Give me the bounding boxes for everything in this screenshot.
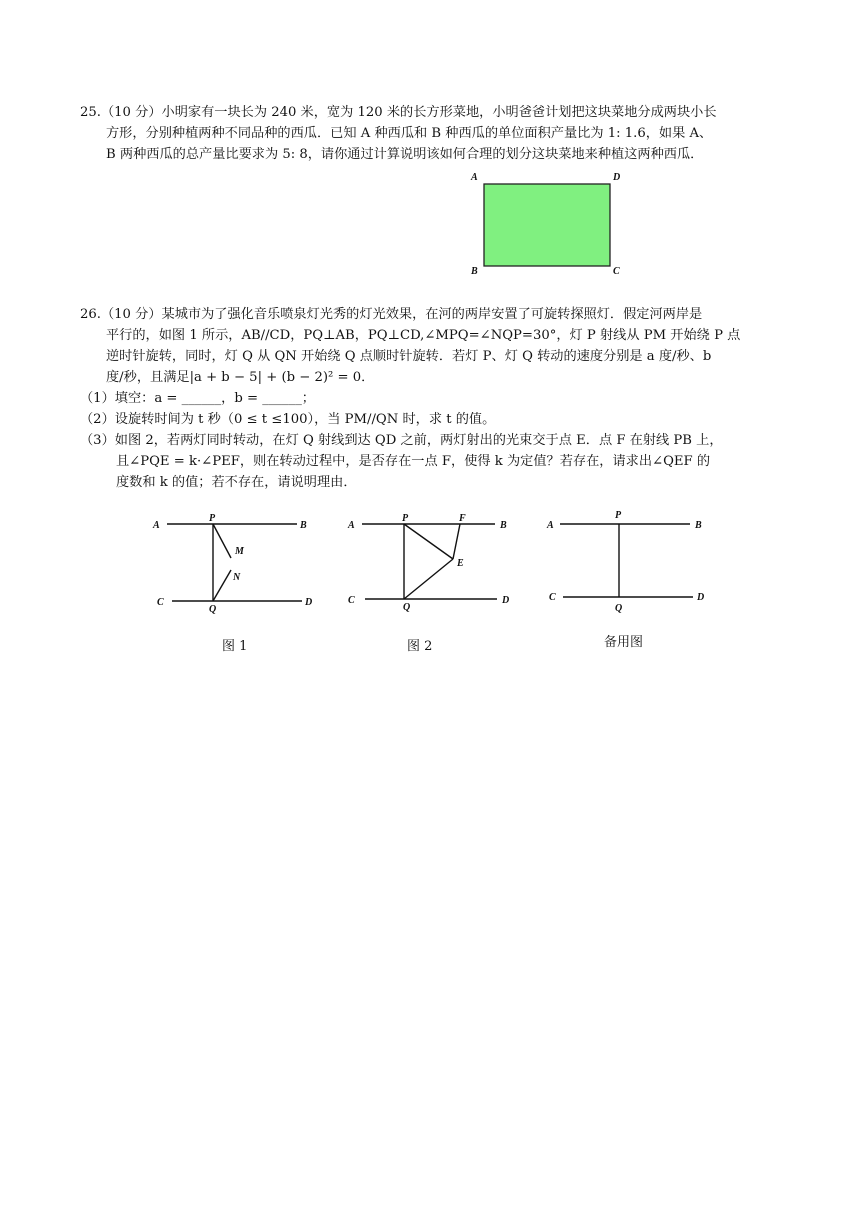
q26-line-2: 平行的，如图 1 所示，AB//CD，PQ⊥AB，PQ⊥CD,∠MPQ=∠NQP=30°，灯 P 射线从 PM 开始绕 P 点 xyxy=(106,328,741,343)
fig2-label-D: D xyxy=(502,595,510,606)
spare-figure xyxy=(535,505,720,615)
q26-line-4: 度/秒，且满足|a + b − 5| + (b − 2)² = 0． xyxy=(106,370,375,385)
q26-part-3-line-1: （3）如图 2，若两灯同时转动，在灯 Q 射线到达 QD 之前，两灯射出的光束交于点 E．点 F 在射线 PB 上， xyxy=(80,433,723,448)
spare-figure-caption: 备用图 xyxy=(604,635,644,650)
q26-part-2: （2）设旋转时间为 t 秒（0 ≤ t ≤100），当 PM//QN 时，求 t 的值。 xyxy=(80,412,496,427)
fig2-label-F: F xyxy=(459,513,466,524)
fig3-label-C: C xyxy=(549,592,556,603)
fig1-label-C: C xyxy=(157,597,164,608)
fig2-caption: 图 2 xyxy=(407,639,433,654)
q26-line-3: 逆时针旋转，同时，灯 Q 从 QN 开始绕 Q 点顺时针旋转．若灯 P、灯 Q 转动的速度分别是 a 度/秒、b xyxy=(106,349,712,364)
fig1-label-A: A xyxy=(153,520,160,531)
fig3-label-A: A xyxy=(547,520,554,531)
fig2-label-P: P xyxy=(402,513,409,524)
field-rectangle xyxy=(484,184,610,266)
fig3-label-B: B xyxy=(695,520,702,531)
fig1-label-M: M xyxy=(235,546,244,557)
figure-2 xyxy=(340,505,525,615)
fig2-label-C: C xyxy=(348,595,355,606)
fig2-label-A: A xyxy=(348,520,355,531)
fig3-label-P: P xyxy=(615,510,622,521)
fig1-label-B: B xyxy=(300,520,307,531)
q26-part-3-line-2: 且∠PQE = k·∠PEF，则在转动过程中，是否存在一点 F，使得 k 为定值？若存在，请求出∠QEF 的 xyxy=(116,454,711,469)
fig1-label-N: N xyxy=(233,572,241,583)
fig1-label-D: D xyxy=(305,597,313,608)
fig2-label-Q: Q xyxy=(403,602,411,613)
fig3-label-D: D xyxy=(697,592,705,603)
q26-line-1: 26.（10 分）某城市为了强化音乐喷泉灯光秀的灯光效果，在河的两岸安置了可旋转探照灯．假定河两岸是 xyxy=(80,307,703,322)
fig1-label-P: P xyxy=(209,513,216,524)
label-D: D xyxy=(613,172,621,183)
fig2-label-B: B xyxy=(500,520,507,531)
label-C: C xyxy=(613,266,620,277)
q26-part-1: （1）填空：a = ______，b = ______； xyxy=(80,391,315,406)
q25-line-2: 方形，分别种植两种不同品种的西瓜．已知 A 种西瓜和 B 种西瓜的单位面积产量比为 1: 1.6，如果 A、 xyxy=(106,126,713,141)
fig2-label-E: E xyxy=(457,558,464,569)
q25-rectangle-figure xyxy=(460,168,640,280)
fig1-caption: 图 1 xyxy=(222,639,248,654)
q25-line-1: 25.（10 分）小明家有一块长为 240 米，宽为 120 米的长方形菜地，小明爸爸计划把这块菜地分成两块小长 xyxy=(80,105,717,120)
fig3-label-Q: Q xyxy=(615,603,623,614)
fig1-label-Q: Q xyxy=(209,604,217,615)
figure-1 xyxy=(145,505,330,615)
q25-line-3: B 两种西瓜的总产量比要求为 5: 8，请你通过计算说明该如何合理的划分这块菜地来种植这两种西瓜． xyxy=(106,147,704,162)
label-B: B xyxy=(471,266,478,277)
label-A: A xyxy=(471,172,478,183)
q26-part-3-line-3: 度数和 k 的值；若不存在，请说明理由． xyxy=(116,475,357,490)
